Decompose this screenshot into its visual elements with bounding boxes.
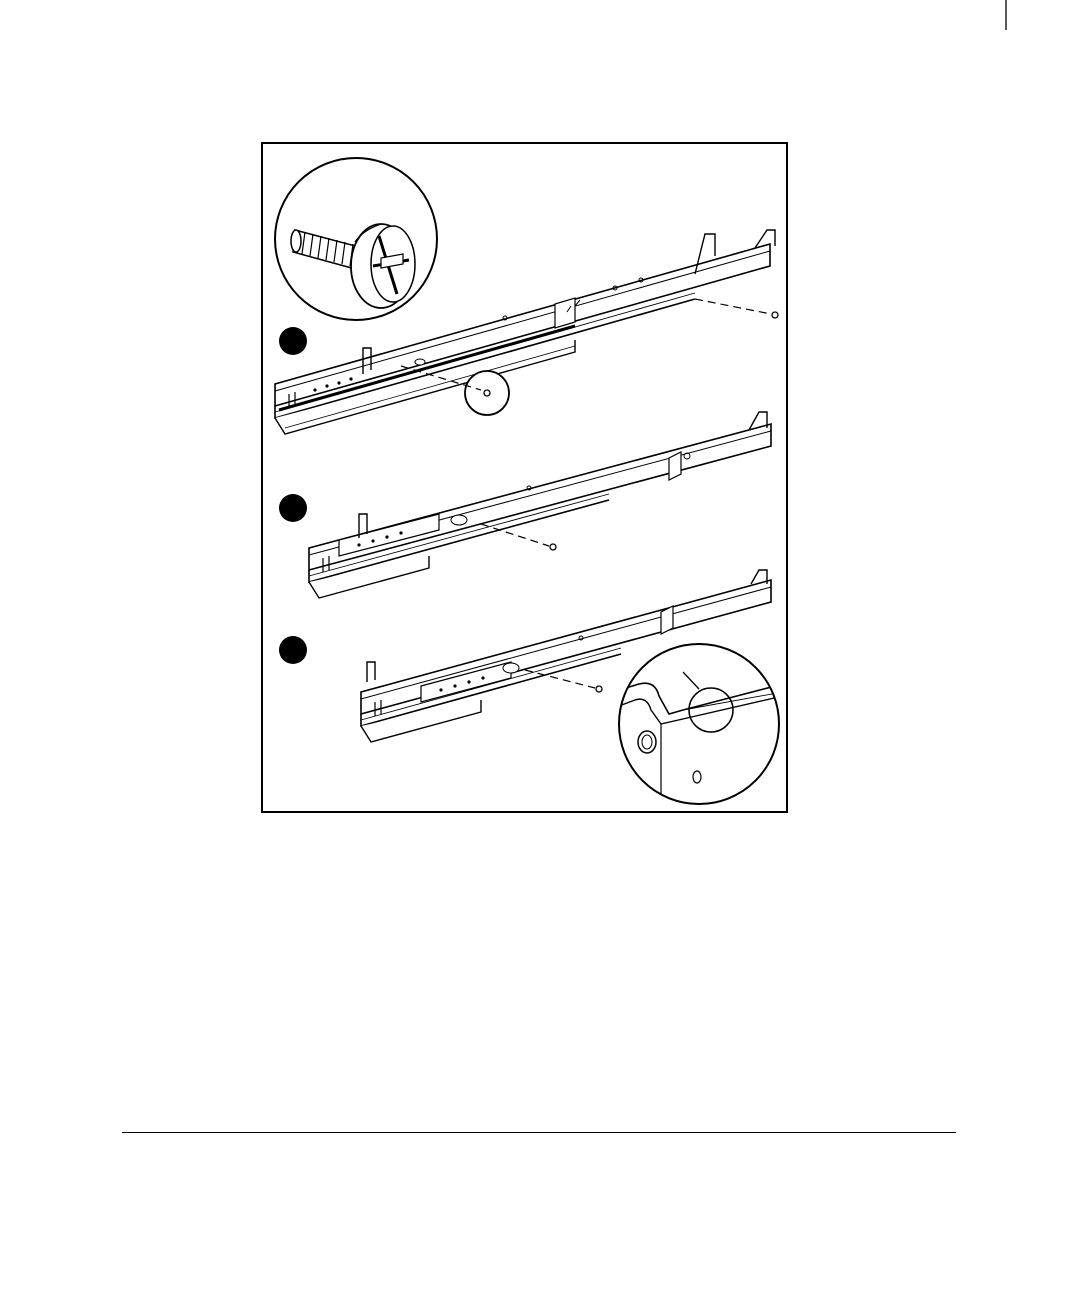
step-2-marker (279, 494, 307, 522)
rail-latch-detail-icon (619, 644, 783, 813)
screw-detail-icon (275, 158, 437, 320)
page-footer-rule (122, 1132, 956, 1133)
rail-step-2 (309, 412, 771, 598)
installation-figure (261, 142, 788, 813)
step-3-marker (279, 636, 307, 664)
rail-illustration (263, 144, 788, 813)
step-1-marker (279, 327, 307, 355)
